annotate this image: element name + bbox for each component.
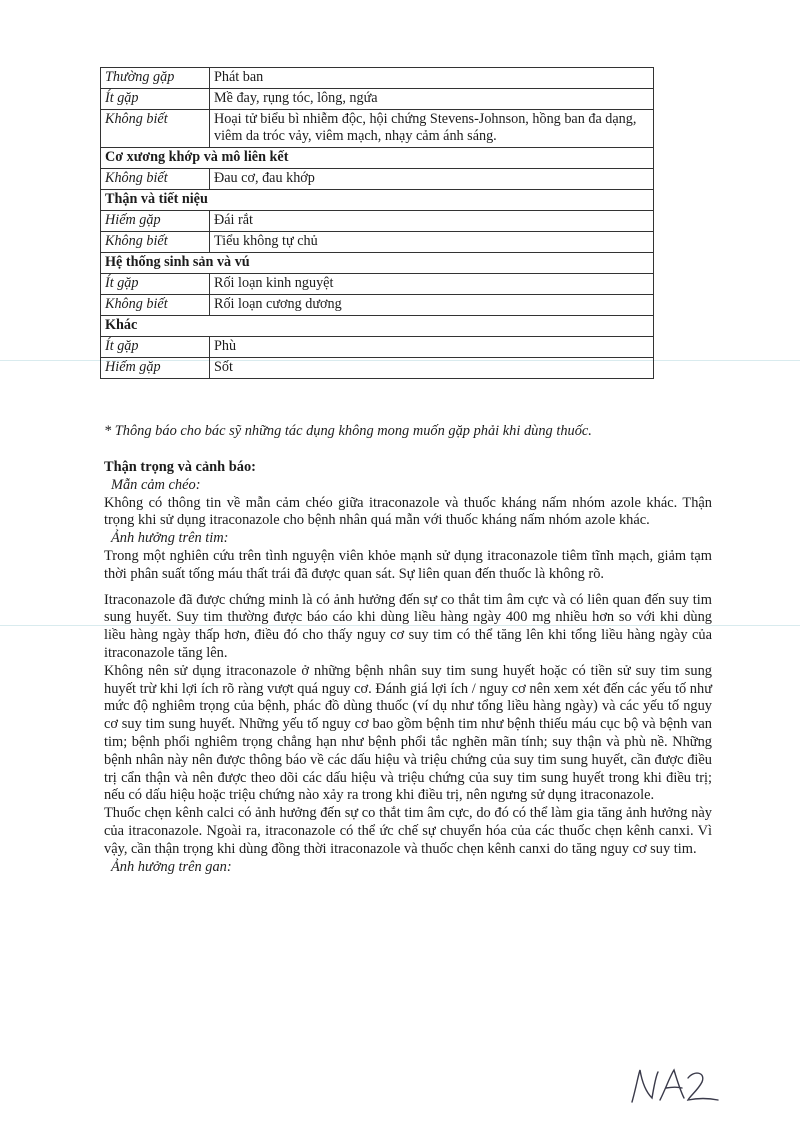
table-group-row	[101, 148, 654, 169]
heart-paragraph-3: Không nên sử dụng itraconazole ở những bệnh nhân suy tim sung huyết hoặc có tiền sử suy tim sung huyết trừ khi lợi ích rõ ràng vượt quá nguy cơ. Đánh giá lợi ích / nguy cơ nên xem xét đến các yếu tố như mức độ nghiêm trọng của bệnh, phác đồ dùng thuốc (ví dụ như tổng liều hàng ngày) và các yếu tố nguy cơ suy tim sung huyết. Những yếu tố nguy cơ bao gồm bệnh tim như bệnh thiếu máu cục bộ và bệnh van tim; bệnh phổi nghiêm trọng chẳng hạn như bệnh phổi tắc nghẽn mãn tính; suy thận và phù nề. Những bệnh nhân này nên được thông báo về các dấu hiệu và triệu chứng của suy tim sung huyết, cần được điều trị cẩn thận và nên được theo dõi các dấu hiệu và triệu chứng của suy tim sung huyết trong khi điều trị; nếu có dấu hiệu hoặc triệu chứng nào xảy ra trong khi điều trị, nên ngưng sử dụng itraconazole.	[104, 662, 712, 804]
subheading-liver-effects: Ảnh hưởng trên gan:	[111, 858, 232, 875]
effect-cell: Phù	[210, 337, 654, 358]
frequency-cell: Ít gặp	[101, 89, 210, 110]
table-group-row	[101, 190, 654, 211]
cross-sensitivity-paragraph: Không có thông tin về mẫn cảm chéo giữa itraconazole và thuốc kháng nấm nhóm azole khác. Thận trọng khi sử dụng itraconazole cho bệnh nhân quá mẫn với thuốc kháng nấm nhóm azole khác.	[104, 494, 712, 529]
frequency-cell: Hiếm gặp	[101, 211, 210, 232]
precautions-section	[104, 459, 712, 876]
table-group-label: Thận và tiết niệu	[101, 190, 654, 211]
section-heading: Thận trọng và cảnh báo:	[104, 459, 256, 475]
effect-cell: Mề đay, rụng tóc, lông, ngứa	[210, 89, 654, 110]
effect-cell: Rối loạn kinh nguyệt	[210, 274, 654, 295]
effect-cell: Phát ban	[210, 68, 654, 89]
effect-cell: Hoại tử biểu bì nhiễm độc, hội chứng Stevens-Johnson, hồng ban đa dạng, viêm da tróc vảy, viêm mạch, nhạy cảm ánh sáng.	[210, 110, 654, 148]
table-row	[101, 110, 654, 148]
table-row	[101, 274, 654, 295]
effect-cell: Sốt	[210, 358, 654, 379]
frequency-cell: Hiếm gặp	[101, 358, 210, 379]
table-row	[101, 169, 654, 190]
table-row	[101, 232, 654, 253]
table-group-row	[101, 316, 654, 337]
table-row	[101, 337, 654, 358]
subheading-heart-effects: Ảnh hưởng trên tim:	[111, 530, 229, 547]
frequency-cell: Ít gặp	[101, 274, 210, 295]
frequency-cell: Không biết	[101, 110, 210, 148]
effect-cell: Đau cơ, đau khớp	[210, 169, 654, 190]
adverse-effects-table	[100, 67, 654, 379]
table-row	[101, 358, 654, 379]
adverse-effects-table-body	[101, 68, 654, 379]
table-group-label: Khác	[101, 316, 654, 337]
effect-cell: Tiểu không tự chủ	[210, 232, 654, 253]
frequency-cell: Ít gặp	[101, 337, 210, 358]
table-row	[101, 68, 654, 89]
handwritten-signature	[626, 1062, 726, 1108]
heart-paragraph-2: Itraconazole đã được chứng minh là có ảnh hưởng đến sự co thắt tim âm cực và có liên quan đến suy tim sung huyết. Suy tim thường được báo cáo khi dùng liều hàng ngày 400 mg nhiều hơn so với khi dùng liều hàng ngày thấp hơn, điều đó cho thấy nguy cơ suy tim có thể tăng lên khi tổng liều hàng ngày của itraconazole tăng lên.	[104, 591, 712, 661]
heart-paragraph-4: Thuốc chẹn kênh calci có ảnh hưởng đến sự co thắt tim âm cực, do đó có thể làm gia tăng ảnh hưởng này của itraconazole. Ngoài ra, itraconazole có thể ức chế sự chuyển hóa của các thuốc chẹn kênh canxi. Vì vậy, cần thận trọng khi dùng đồng thời itraconazole và thuốc chẹn kênh canxi do tăng nguy cơ suy tim.	[104, 805, 712, 857]
frequency-cell: Không biết	[101, 232, 210, 253]
table-group-label: Hệ thống sinh sản và vú	[101, 253, 654, 274]
footnote: * Thông báo cho bác sỹ những tác dụng không mong muốn gặp phải khi dùng thuốc.	[104, 423, 592, 439]
effect-cell: Rối loạn cương dương	[210, 295, 654, 316]
subheading-cross-sensitivity: Mẫn cảm chéo:	[111, 476, 201, 493]
effect-cell: Đái rắt	[210, 211, 654, 232]
table-row	[101, 295, 654, 316]
frequency-cell: Không biết	[101, 295, 210, 316]
table-group-row	[101, 253, 654, 274]
table-row	[101, 211, 654, 232]
heart-paragraph-1: Trong một nghiên cứu trên tình nguyện viên khỏe mạnh sử dụng itraconazole tiêm tĩnh mạch, giảm tạm thời phân suất tống máu thất trái đã được quan sát. Sự liên quan đến thuốc là không rõ.	[104, 547, 712, 582]
table-group-label: Cơ xương khớp và mô liên kết	[101, 148, 654, 169]
frequency-cell: Không biết	[101, 169, 210, 190]
frequency-cell: Thường gặp	[101, 68, 210, 89]
table-row	[101, 89, 654, 110]
